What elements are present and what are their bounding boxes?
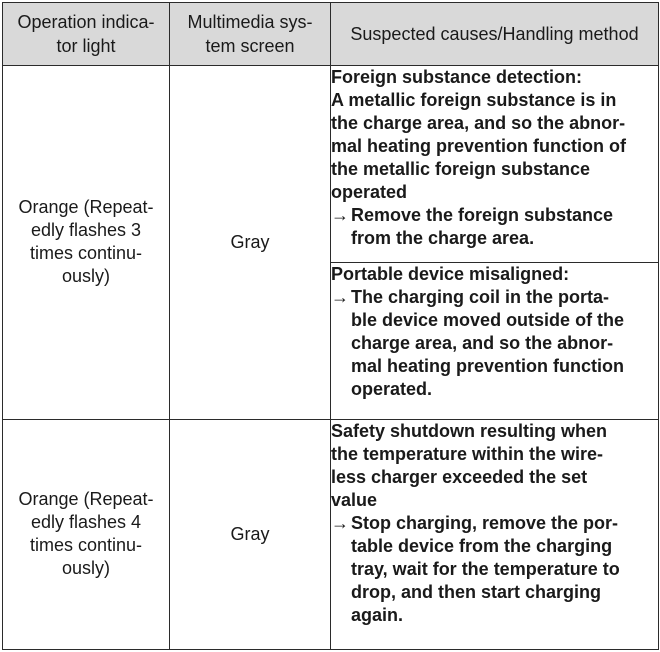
header-suspected-causes: Suspected causes/Handling method [331,3,659,66]
handling-step [331,204,658,250]
cause-cell-safety-shutdown [331,419,659,649]
indicator-cell: Orange (Repeat- edly flashes 3 times continu- ously) [3,66,170,420]
arrow-right-icon: → [331,287,349,308]
header-row [3,3,659,66]
handling-method-text: The charging coil in the porta- ble device moved outside of the charge area, and so the abnor- mal heating prevention function operated. [351,287,625,400]
handling-method-text: Stop charging, remove the por- table device from the charging tray, wait for the temperature to drop, and then start charging again. [351,512,620,625]
table-row [3,419,659,649]
cause-cell-foreign-substance [331,66,659,263]
cause-cell-device-misaligned [331,263,659,420]
handling-step [331,512,658,627]
arrow-right-icon: → [331,205,349,225]
header-operation-indicator-light: Operation indica- tor light [3,3,170,66]
screen-cell: Gray [170,419,331,649]
cause-title: Portable device misaligned: [331,264,570,285]
cause-title: Foreign substance detection: [331,67,583,87]
cause-title: Safety shutdown resulting when the temperature within the wire- less charger exceeded the set value [331,420,608,510]
arrow-right-icon: → [331,512,349,533]
indicator-cell: Orange (Repeat- edly flashes 4 times continu- ously) [3,419,170,649]
troubleshooting-table [2,2,659,650]
table-row [3,66,659,263]
cause-description: A metallic foreign substance is in the charge area, and so the abnor- mal heating prevention function of the metallic foreign substance operated [331,90,627,202]
screen-cell: Gray [170,66,331,420]
handling-step [331,286,658,401]
handling-method-text: Remove the foreign substance from the charge area. [351,205,614,248]
header-multimedia-system-screen: Multimedia sys- tem screen [170,3,331,66]
